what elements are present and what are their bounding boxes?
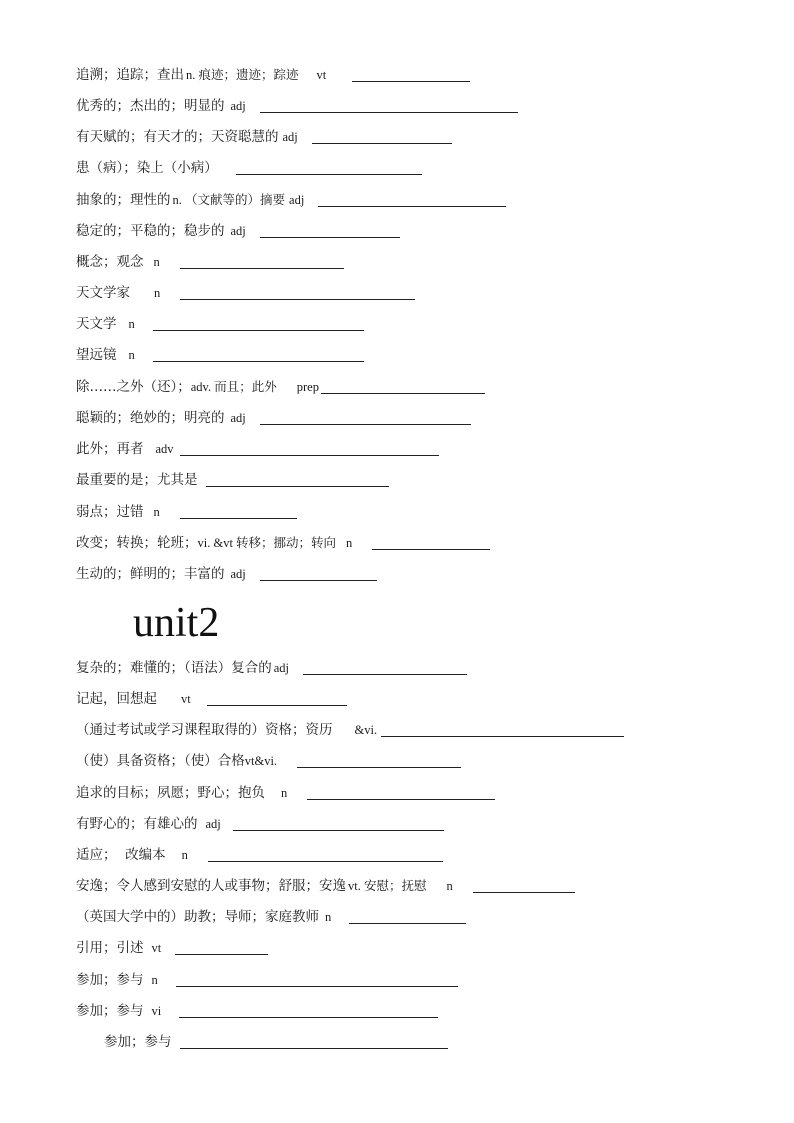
definition-text: （使）具备资格；（使）合格 bbox=[76, 753, 245, 769]
vocab-row bbox=[76, 124, 452, 146]
definition-text: 参加；参与 bbox=[104, 1034, 172, 1050]
part-of-speech: vt. 安慰；抚慰 bbox=[348, 879, 427, 893]
definition-text: 抽象的；理性的 bbox=[76, 192, 171, 208]
vocab-row bbox=[76, 780, 495, 802]
vocab-row bbox=[76, 218, 400, 240]
part-of-speech: n bbox=[128, 348, 135, 362]
definition-text: （英国大学中的）助教；导师；家庭教师 bbox=[76, 909, 319, 925]
vocab-row bbox=[76, 187, 506, 209]
part-of-speech: &vi. bbox=[354, 723, 378, 737]
definition-text: 有天赋的；有天才的；天资聪慧的 bbox=[76, 129, 279, 145]
answer-blank[interactable] bbox=[179, 1002, 438, 1018]
part-of-speech: n bbox=[281, 786, 288, 800]
definition-text: 患（病）；染上（小病） bbox=[76, 160, 218, 176]
answer-blank[interactable] bbox=[260, 97, 518, 113]
part-of-speech: vt bbox=[151, 941, 162, 955]
answer-blank[interactable] bbox=[303, 659, 467, 675]
answer-blank[interactable] bbox=[208, 846, 443, 862]
vocab-row bbox=[76, 499, 297, 521]
vocab-row bbox=[76, 873, 575, 895]
part-of-speech: adj bbox=[273, 661, 290, 675]
vocab-row bbox=[76, 717, 624, 739]
part-of-speech: adj bbox=[230, 567, 246, 581]
definition-text: 追溯；追踪；查出 bbox=[76, 67, 184, 83]
vocab-row bbox=[76, 967, 458, 989]
part-of-speech: adj bbox=[230, 224, 246, 238]
vocab-row bbox=[76, 311, 364, 333]
part-of-speech: n bbox=[446, 879, 453, 893]
answer-blank[interactable] bbox=[180, 503, 297, 519]
answer-blank[interactable] bbox=[381, 721, 624, 737]
part-of-speech: vi bbox=[151, 1004, 162, 1018]
part-of-speech: vt&vi. bbox=[244, 754, 278, 768]
part-of-speech: n bbox=[153, 505, 160, 519]
definition-text: （通过考试或学习课程取得的）资格；资历 bbox=[76, 722, 333, 738]
vocab-row bbox=[76, 374, 485, 396]
answer-blank[interactable] bbox=[176, 971, 458, 987]
vocab-row bbox=[76, 249, 344, 271]
vocab-row bbox=[76, 561, 377, 583]
definition-text: 稳定的；平稳的；稳步的 bbox=[76, 223, 225, 239]
part-of-speech: adj bbox=[230, 411, 246, 425]
answer-blank[interactable] bbox=[312, 128, 452, 144]
definition-text: 追求的目标；夙愿；野心；抱负 bbox=[76, 785, 265, 801]
answer-blank[interactable] bbox=[349, 908, 466, 924]
answer-blank[interactable] bbox=[207, 690, 347, 706]
answer-blank[interactable] bbox=[260, 409, 471, 425]
answer-blank[interactable] bbox=[473, 877, 575, 893]
part-of-speech: prep bbox=[296, 380, 319, 394]
unit-heading: unit2 bbox=[133, 600, 220, 646]
part-of-speech: adj bbox=[205, 817, 221, 831]
vocab-row bbox=[76, 93, 518, 115]
part-of-speech: n. 痕迹；遗迹；踪迹 bbox=[186, 68, 299, 82]
answer-blank[interactable] bbox=[175, 939, 268, 955]
answer-blank[interactable] bbox=[318, 191, 506, 207]
part-of-speech: vt bbox=[316, 68, 327, 82]
answer-blank[interactable] bbox=[236, 159, 422, 175]
answer-blank[interactable] bbox=[180, 284, 415, 300]
part-of-speech: n. （文献等的）摘要 bbox=[172, 193, 286, 207]
vocab-row bbox=[76, 467, 389, 489]
answer-blank[interactable] bbox=[206, 471, 389, 487]
definition-text: 天文学家 bbox=[76, 285, 130, 301]
vocab-row bbox=[76, 904, 466, 926]
definition-text: 最重要的是；尤其是 bbox=[76, 472, 198, 488]
vocab-row bbox=[76, 655, 467, 677]
part-of-speech: vi. &vt 转移；挪动；转向 bbox=[197, 536, 337, 550]
definition-text: 适应； 改编本 bbox=[76, 847, 166, 863]
definition-text: 弱点；过错 bbox=[76, 504, 144, 520]
answer-blank[interactable] bbox=[233, 815, 444, 831]
definition-text: 改变；转换；轮班； bbox=[76, 535, 198, 551]
part-of-speech: n bbox=[153, 255, 160, 269]
definition-text: 有野心的；有雄心的 bbox=[76, 816, 198, 832]
part-of-speech: adj bbox=[289, 193, 305, 207]
vocab-row bbox=[76, 405, 471, 427]
definition-text: 记起，回想起 bbox=[76, 691, 157, 707]
part-of-speech: adv. 而且；此外 bbox=[190, 380, 277, 394]
definition-text: 参加；参与 bbox=[76, 972, 144, 988]
definition-text: 聪颖的；绝妙的；明亮的 bbox=[76, 410, 225, 426]
definition-text: 望远镜 bbox=[76, 347, 117, 363]
part-of-speech: adj bbox=[230, 99, 246, 113]
vocab-row bbox=[76, 530, 490, 552]
answer-blank[interactable] bbox=[153, 315, 364, 331]
vocab-row bbox=[76, 811, 444, 833]
vocab-row bbox=[76, 842, 443, 864]
part-of-speech: n bbox=[181, 848, 188, 862]
definition-text: 复杂的；难懂的；（语法）复合的 bbox=[76, 660, 272, 676]
vocab-row bbox=[76, 62, 470, 84]
answer-blank[interactable] bbox=[260, 565, 377, 581]
vocab-row bbox=[76, 686, 347, 708]
answer-blank[interactable] bbox=[260, 222, 400, 238]
vocab-row bbox=[76, 342, 364, 364]
definition-text: 安逸；令人感到安慰的人或事物；舒服；安逸 bbox=[76, 878, 346, 894]
answer-blank[interactable] bbox=[307, 784, 495, 800]
definition-text: 除……之外（还）； bbox=[76, 379, 191, 395]
definition-text: 天文学 bbox=[76, 316, 117, 332]
answer-blank[interactable] bbox=[321, 378, 485, 394]
answer-blank[interactable] bbox=[180, 253, 344, 269]
vocab-row bbox=[76, 935, 268, 957]
vocab-row bbox=[76, 436, 439, 458]
definition-text: 优秀的；杰出的；明显的 bbox=[76, 98, 225, 114]
part-of-speech: n bbox=[151, 973, 158, 987]
answer-blank[interactable] bbox=[372, 534, 490, 550]
definition-text: 引用；引述 bbox=[76, 940, 144, 956]
definition-text: 参加；参与 bbox=[76, 1003, 144, 1019]
answer-blank[interactable] bbox=[352, 66, 470, 82]
answer-blank[interactable] bbox=[297, 752, 461, 768]
part-of-speech: n bbox=[325, 910, 332, 924]
part-of-speech: adv bbox=[155, 442, 174, 456]
part-of-speech: vt bbox=[181, 692, 191, 706]
vocab-row bbox=[76, 998, 438, 1020]
part-of-speech: adj bbox=[282, 130, 298, 144]
vocab-row bbox=[104, 1029, 448, 1051]
answer-blank[interactable] bbox=[180, 1033, 448, 1049]
answer-blank[interactable] bbox=[180, 440, 439, 456]
part-of-speech: n bbox=[346, 536, 353, 550]
part-of-speech: n bbox=[154, 286, 161, 300]
definition-text: 生动的；鲜明的；丰富的 bbox=[76, 566, 225, 582]
answer-blank[interactable] bbox=[153, 346, 364, 362]
vocab-row bbox=[76, 280, 415, 302]
part-of-speech: n bbox=[128, 317, 135, 331]
definition-text: 概念；观念 bbox=[76, 254, 144, 270]
vocab-row bbox=[76, 748, 461, 770]
vocab-row bbox=[76, 155, 422, 177]
definition-text: 此外；再者 bbox=[76, 441, 144, 457]
